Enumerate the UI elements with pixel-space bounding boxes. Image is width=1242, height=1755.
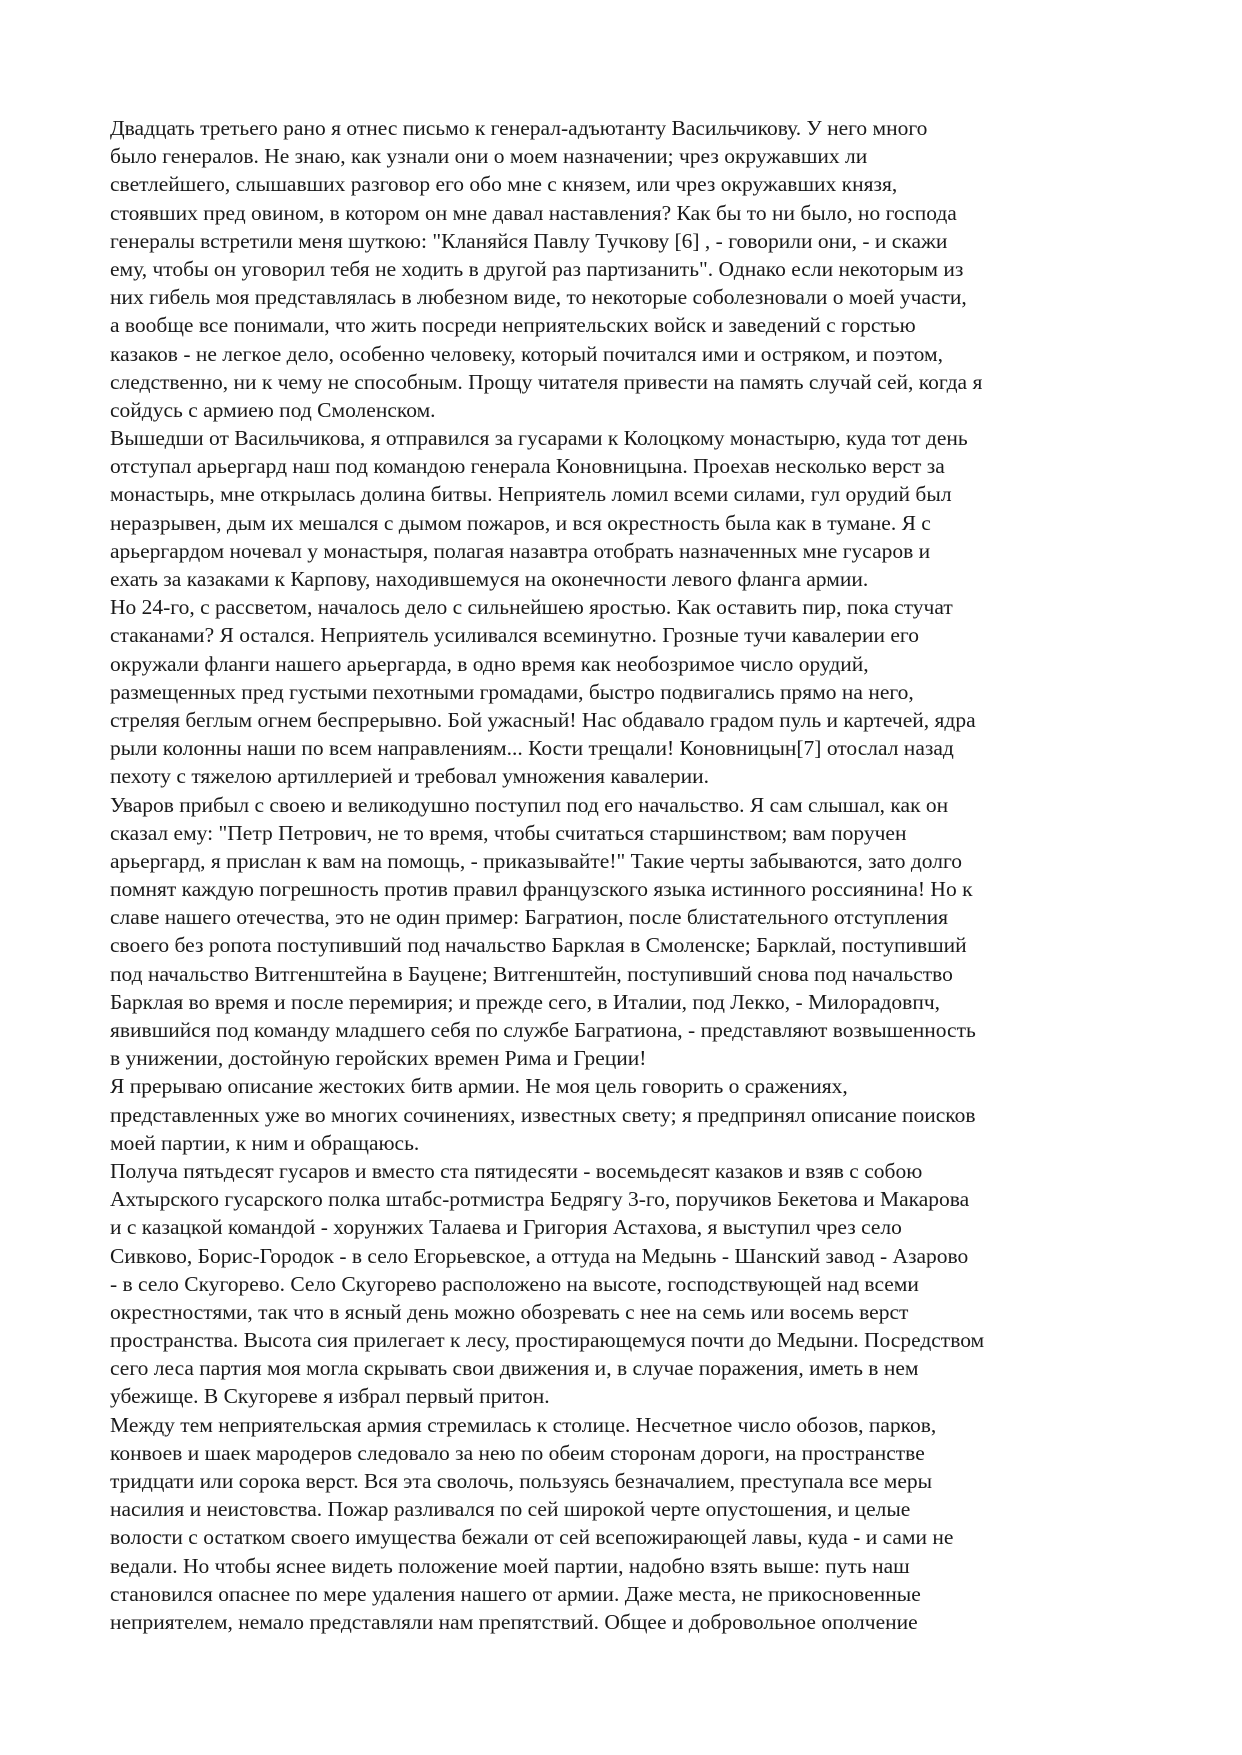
text-line: неприятелем, немало представляли нам препятствий. Общее и добровольное ополчение — [110, 1609, 918, 1634]
text-line: размещенных пред густыми пехотными громадами, быстро подвигались прямо на него, — [110, 679, 914, 704]
text-line: Между тем неприятельская армия стремилась к столице. Несчетное число обозов, парков, — [110, 1412, 937, 1437]
text-line: Вышедши от Васильчикова, я отправился за гусарами к Колоцкому монастырю, куда тот день — [110, 426, 968, 451]
text-line: Ахтырского гусарского полка штабс-ротмистра Бедрягу 3-го, поручиков Бекетова и Макарова — [110, 1187, 970, 1212]
text-line: пространства. Высота сия прилегает к лесу, простирающемуся почти до Медыни. Посредством — [110, 1328, 985, 1353]
text-line: тридцати или сорока верст. Вся эта сволочь, пользуясь безначалием, преступала все меры — [110, 1469, 933, 1493]
text-line: казаков - не легкое дело, особенно человеку, который почитался ими и остряком, и поэтом, — [110, 341, 943, 366]
text-line: ведали. Но чтобы яснее видеть положение моей партии, надобно взять выше: путь наш — [110, 1553, 910, 1578]
text-line: Сивково, Борис-Городок - в село Егорьевское, а оттуда на Медынь - Шанский завод - Азарово — [110, 1243, 969, 1268]
text-line: окружали фланги нашего арьергарда, в одно время как необозримое число орудий, — [110, 651, 869, 676]
text-line: ехать за казаками к Карпову, находившемуся на оконечности левого фланга армии. — [110, 567, 869, 591]
text-line: представленных уже во многих сочинениях, известных свету; я предпринял описание поисков — [110, 1102, 976, 1127]
text-line: арьергардом ночевал у монастыря, полагая назавтра отобрать назначенных мне гусаров и — [110, 538, 931, 563]
text-line: арьергард, я прислан к вам на помощь, - приказывайте!" Такие черты забываются, зато долго — [110, 848, 963, 873]
text-line: Я прерываю описание жестоких битв армии. Не моя цель говорить о сражениях, — [110, 1074, 848, 1099]
text-line: становился опаснее по мере удаления нашего от армии. Даже места, не прикосновенные — [110, 1581, 921, 1606]
text-line: сего леса партия моя могла скрывать свои движения и, в случае поражения, иметь в нем — [110, 1356, 919, 1381]
text-line: - в село Скугорево. Село Скугорево расположено на высоте, господствующей над всеми — [110, 1271, 919, 1296]
text-line: в унижении, достойную геройских времен Рима и Греции! — [110, 1046, 647, 1071]
text-line: пехоту с тяжелою артиллерией и требовал умножения кавалерии. — [110, 764, 710, 789]
text-line: них гибель моя представлялась в любезном виде, то некоторые соболезновали о моей участи, — [110, 285, 967, 310]
text-line: стоявших пред овином, в котором он мне давал наставления? Как бы то ни было, но господа — [110, 200, 957, 225]
text-line: было генералов. Не знаю, как узнали они о моем назначении; чрез окружавших ли — [110, 144, 868, 169]
text-line: убежище. В Скугореве я избрал первый притон. — [110, 1384, 550, 1409]
document-text — [110, 114, 1140, 1636]
text-line: Двадцать третьего рано я отнес письмо к генерал-адъютанту Васильчикову. У него много — [110, 116, 928, 140]
text-line: своего без ропота поступивший под начальство Барклая в Смоленске; Барклай, поступивший — [110, 933, 967, 958]
text-line: Барклая во время и после перемирия; и прежде сего, в Италии, под Лекко, - Милорадовпч, — [110, 989, 941, 1014]
text-line: моей партии, к ним и обращаюсь. — [110, 1130, 420, 1155]
text-line: Уваров прибыл с своею и великодушно поступил под его начальство. Я сам слышал, как он — [110, 792, 949, 817]
text-line: следственно, ни к чему не способным. Прощу читателя привести на память случай сей, когда я — [110, 369, 983, 394]
text-line: монастырь, мне открылась долина битвы. Неприятель ломил всеми силами, гул орудий был — [110, 482, 952, 507]
text-line: помнят каждую погрешность против правил французского языка истинного россиянина! Но к — [110, 877, 973, 902]
text-line: генералы встретили меня шуткою: "Кланяйся Павлу Тучкову [6] , - говорили они, - и скажи — [110, 228, 948, 253]
text-line: славе нашего отечества, это не один пример: Багратион, после блистательного отступления — [110, 905, 949, 930]
text-line: сойдусь с армиею под Смоленском. — [110, 397, 436, 422]
text-line: а вообще все понимали, что жить посреди неприятельских войск и заведений с горстью — [110, 313, 916, 338]
text-line: насилия и неистовства. Пожар разливался по сей широкой черте опустошения, и целые — [110, 1497, 911, 1522]
text-line: окрестностями, так что в ясный день можно обозревать с нее на семь или восемь верст — [110, 1299, 909, 1324]
text-line: конвоев и шаек мародеров следовало за нею по обеим сторонам дороги, на пространстве — [110, 1440, 925, 1465]
text-line: светлейшего, слышавших разговор его обо мне с князем, или чрез окружавших князя, — [110, 172, 898, 197]
text-line: Получа пятьдесят гусаров и вместо ста пятидесяти - восемьдесят казаков и взяв с собою — [110, 1158, 923, 1183]
text-line: ему, чтобы он уговорил тебя не ходить в другой раз партизанить". Однако если некоторым из — [110, 256, 964, 281]
text-line: неразрывен, дым их мешался с дымом пожаров, и вся окрестность была как в тумане. Я с — [110, 510, 931, 535]
text-line: волости с остатком своего имущества бежали от сей всепожирающей лавы, куда - и сами не — [110, 1525, 954, 1550]
text-line: сказал ему: "Петр Петрович, не то время, чтобы считаться старшинством; вам поручен — [110, 820, 907, 845]
text-line: и с казацкой командой - хорунжих Талаева и Григория Астахова, я выступил чрез село — [110, 1215, 902, 1240]
text-line: отступал арьергард наш под командою генерала Коновницына. Проехав несколько верст за — [110, 454, 945, 479]
text-line: под начальство Витгенштейна в Бауцене; Витгенштейн, поступивший снова под начальство — [110, 961, 953, 986]
text-line: стреляя беглым огнем беспрерывно. Бой ужасный! Нас обдавало градом пуль и картечей, ядра — [110, 707, 976, 732]
text-line: стаканами? Я остался. Неприятель усиливался всеминутно. Грозные тучи кавалерии его — [110, 623, 919, 648]
text-line: Но 24-го, с рассветом, началось дело с сильнейшею яростью. Как оставить пир, пока стучат — [110, 595, 953, 620]
text-line: явившийся под команду младшего себя по службе Багратиона, - представляют возвышенность — [110, 1018, 976, 1042]
text-line: рыли колонны наши по всем направлениям... Кости трещали! Коновницын[7] отослал назад — [110, 736, 954, 761]
